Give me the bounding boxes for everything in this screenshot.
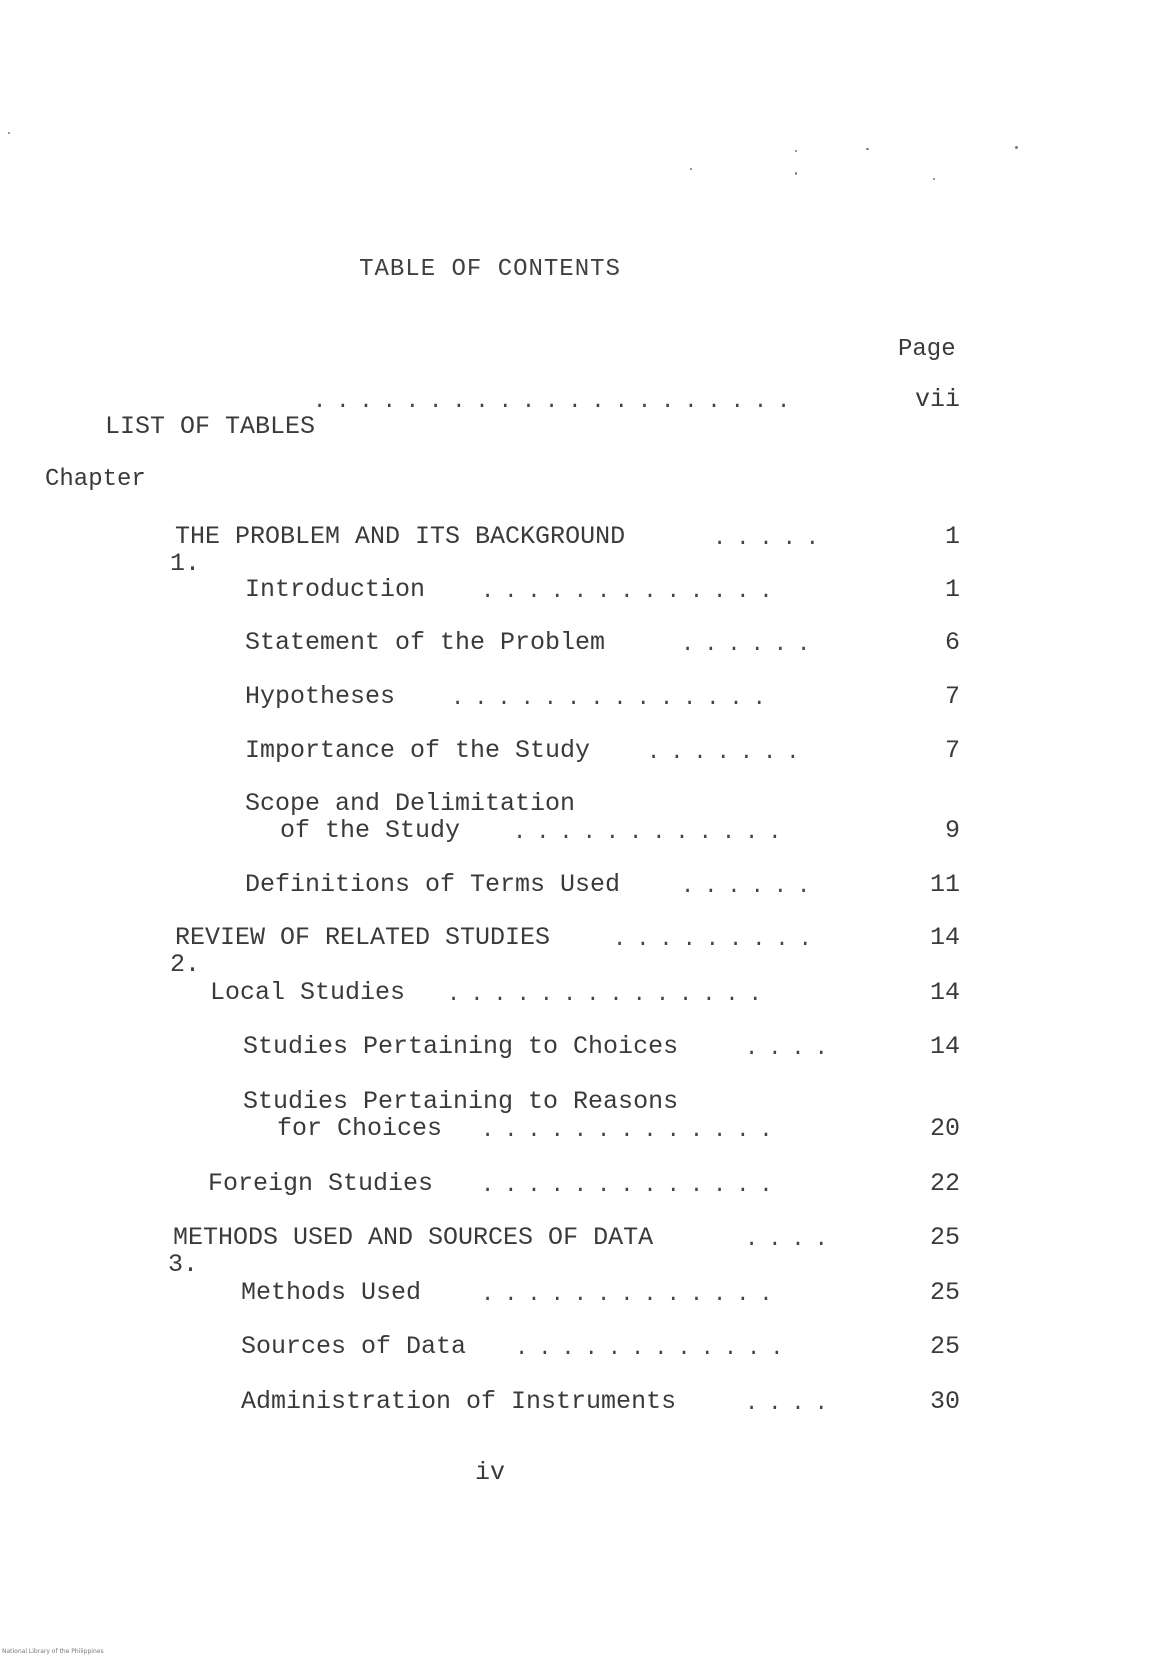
scan-speck — [8, 132, 10, 134]
toc-entry-page: 6 — [944, 628, 960, 657]
chapter-column-label: Chapter — [45, 466, 146, 493]
scan-speck — [866, 148, 869, 150]
dot-leader: ...... — [681, 874, 821, 899]
dot-leader: ............. — [481, 579, 783, 604]
toc-entry-label: METHODS USED AND SOURCES OF DATA — [173, 1223, 654, 1252]
toc-entry-label: Hypotheses — [245, 682, 396, 711]
toc-entry-page: vii — [914, 385, 960, 414]
dot-leader: .............. — [447, 982, 772, 1007]
toc-entry-label: Scope and Delimitation — [245, 789, 576, 818]
toc-entry-label: Introduction — [245, 575, 426, 604]
toc-entry-page: 25 — [929, 1223, 960, 1252]
toc-entry-label: Sources of Data — [241, 1332, 467, 1361]
scan-speck — [933, 178, 935, 180]
dot-leader: ............ — [515, 1336, 794, 1361]
toc-entry-label: THE PROBLEM AND ITS BACKGROUND — [175, 522, 626, 551]
scan-speck — [1015, 146, 1018, 149]
dot-leader: ............. — [481, 1173, 783, 1198]
toc-entry-page: 7 — [944, 682, 960, 711]
toc-entry-label-continued: for Choices — [277, 1114, 443, 1143]
toc-entry-page: 14 — [929, 978, 960, 1007]
toc-entry-page: 30 — [929, 1387, 960, 1416]
toc-entry-label: Administration of Instruments — [241, 1387, 677, 1416]
dot-leader: .... — [745, 1391, 838, 1416]
toc-entry-page: 1 — [944, 522, 960, 551]
toc-entry-label: Foreign Studies — [208, 1169, 434, 1198]
toc-entry-label: LIST OF TABLES — [105, 412, 316, 441]
dot-leader: ..... — [713, 526, 830, 551]
toc-entry-label: Methods Used — [241, 1278, 422, 1307]
toc-entry-page: 1 — [944, 575, 960, 604]
toc-entry-page: 14 — [929, 1032, 960, 1061]
toc-entry-page: 20 — [929, 1114, 960, 1143]
page-folio: iv — [474, 1458, 505, 1487]
scan-speck — [795, 150, 797, 152]
toc-entry-page: 9 — [944, 816, 960, 845]
dot-leader: ............. — [481, 1118, 783, 1143]
dot-leader: ............. — [481, 1282, 783, 1307]
toc-entry-label: Local Studies — [210, 978, 406, 1007]
toc-entry-label: Statement of the Problem — [245, 628, 606, 657]
page-column-label: Page — [898, 336, 956, 363]
scan-footer-note: National Library of the Philippines — [2, 1648, 104, 1655]
toc-entry-page: 11 — [929, 870, 960, 899]
toc-entry-label: Definitions of Terms Used — [245, 870, 621, 899]
dot-leader: .... — [745, 1227, 838, 1252]
dot-leader: .... — [745, 1036, 838, 1061]
dot-leader: ....... — [647, 740, 810, 765]
toc-entry-list-of-tables — [45, 386, 315, 467]
toc-entry-page: 22 — [929, 1169, 960, 1198]
dot-leader: .............. — [451, 686, 776, 711]
toc-entry-label: Studies Pertaining to Choices — [243, 1032, 679, 1061]
dot-leader: ......... — [613, 927, 822, 952]
toc-entry-page: 25 — [929, 1278, 960, 1307]
toc-entry-page: 7 — [944, 736, 960, 765]
toc-entry-label: REVIEW OF RELATED STUDIES — [175, 923, 551, 952]
chapter-number: 2. — [170, 950, 201, 979]
toc-entry-label: Studies Pertaining to Reasons — [243, 1087, 679, 1116]
chapter-number: 3. — [168, 1250, 199, 1279]
toc-entry-page: 14 — [929, 923, 960, 952]
dot-leader: ...... — [681, 632, 821, 657]
toc-entry-page: 25 — [929, 1332, 960, 1361]
chapter-number: 1. — [170, 549, 201, 578]
toc-entry-label-continued: of the Study — [280, 816, 461, 845]
page-title: TABLE OF CONTENTS — [359, 256, 621, 283]
toc-entry-label: Importance of the Study — [245, 736, 591, 765]
dot-leader: ............ — [513, 820, 792, 845]
scan-speck — [690, 168, 692, 170]
scan-speck — [795, 172, 797, 175]
dot-leader: ..................... — [313, 389, 801, 414]
